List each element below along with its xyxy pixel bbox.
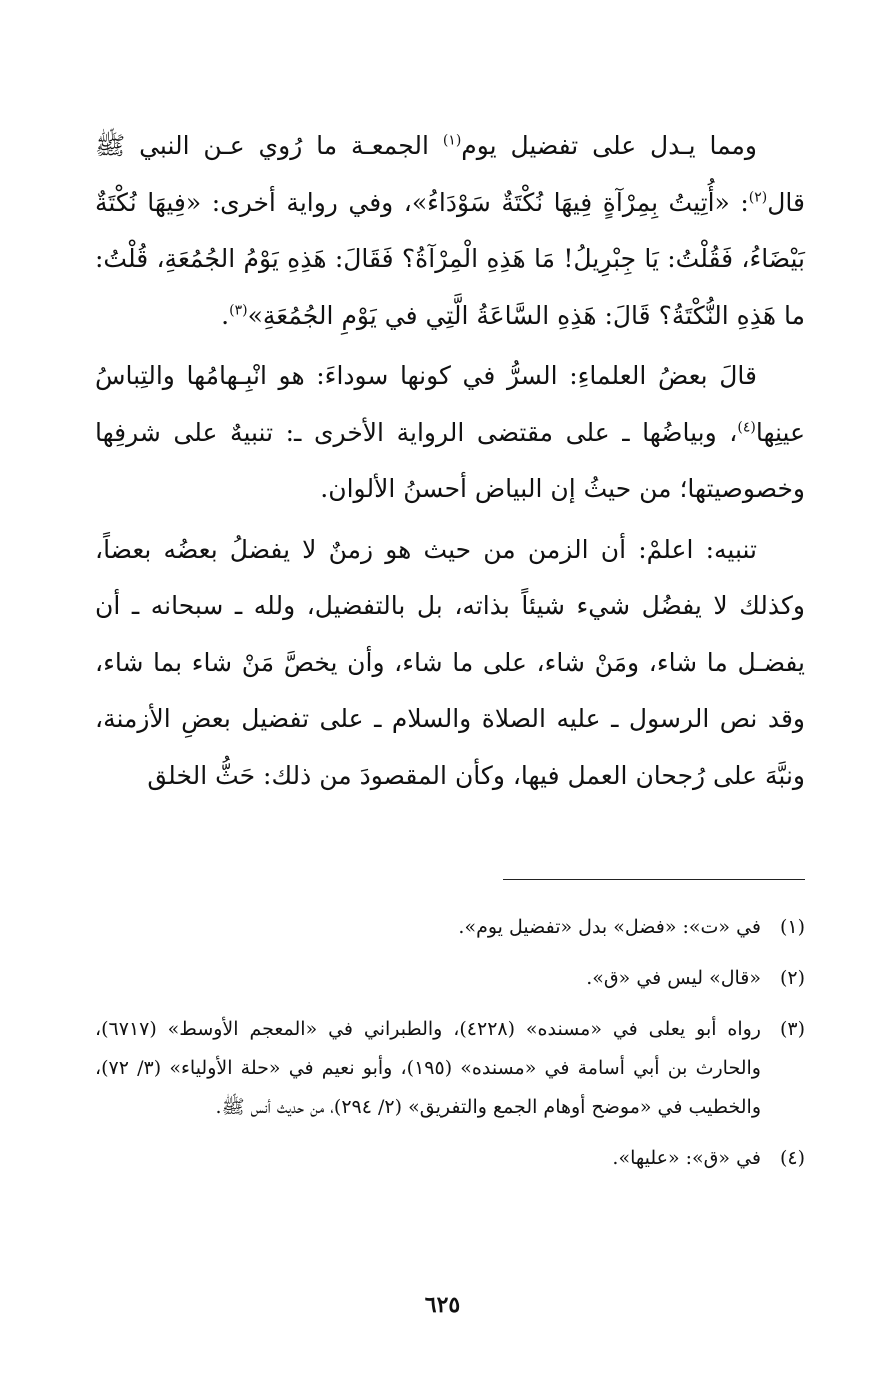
footnote-3-number: (٣) (779, 1018, 805, 1040)
footnote-1-number: (١) (779, 916, 805, 938)
footnote-marker-4: (٤) (737, 419, 756, 436)
footnote-1 (95, 908, 805, 947)
footnote-marker-2: (٢) (748, 189, 768, 206)
footnote-marker-3: (٣) (229, 302, 248, 319)
paragraph-1-text-d: . (221, 300, 230, 330)
paragraph-1-text-b: الجمعـة ما رُوي عـن النبي ﷺ قال (95, 131, 805, 217)
footnotes-section (95, 908, 805, 1190)
paragraph-3: تنبيه: اعلمْ: أن الزمن من حيث هو زمنٌ لا يفضلُ بعضُه بعضاً، وكذلك لا يفضُل شيء شيئاً بذاته، بل بالتفضيل، ولله ـ سبحانه ـ أن يفضـل ما شاء، ومَنْ شاء، على ما شاء، وأن يخصَّ مَنْ شاء بما شاء، وقد نص الرسول ـ عليه الصلاة والسلام ـ على تفضيل بعضِ الأزمنة، ونبَّهَ على رُجحان العمل فيها، وكأن المقصودَ من ذلك: حَثُّ الخلق (95, 534, 805, 790)
main-text (95, 118, 805, 804)
paragraph-2-text-b: ، وبياضُها ـ على مقتضى الرواية الأخرى ـ: تنبيهٌ على شرفِها وخصوصيتها؛ من حيثُ إن البياض أحسنُ الألوان. (95, 417, 805, 503)
footnote-1-text: في «ت»: «فضل» بدل «تفضيل يوم». (458, 916, 761, 938)
footnote-separator (503, 879, 805, 880)
paragraph-1-text-a: ومما يـدل على تفضيل يوم (461, 131, 757, 160)
footnote-3 (95, 1010, 805, 1127)
paragraph-2-text-a: قالَ بعضُ العلماءِ: السرُّ في كونها سوداءَ: هو انْبِـهامُها والتِباسُ عينِها (95, 361, 805, 447)
page-number: ٦٢٥ (424, 1292, 461, 1318)
footnote-3-text: رواه أبو يعلى في «مسنده» (٤٢٢٨)، والطبراني في «المعجم الأوسط» (٦٧١٧)، والحارث بن أبي أسامة في «مسنده» (١٩٥)، وأبو نعيم في «حلة الأولياء» (٣/ ٧٢)، والخطيب في «موضح أوهام الجمع والتفريق» (٢/ ٢٩٤)، من حديث أنس ﷺ. (95, 1018, 761, 1118)
paragraph-2 (95, 348, 805, 518)
footnote-2 (95, 959, 805, 998)
paragraph-1 (95, 118, 805, 344)
footnote-4 (95, 1139, 805, 1178)
footnote-2-number: (٢) (779, 967, 805, 989)
footnote-marker-1: (١) (442, 132, 462, 149)
footnote-4-number: (٤) (779, 1147, 805, 1169)
footnote-2-text: «قال» ليس في «ق». (586, 967, 761, 989)
paragraph-1-text-c: : «أُتِيتُ بِمِرْآةٍ فِيهَا نُكْتَةٌ سَوْدَاءُ»، وفي رواية أخرى: «فِيهَا نُكْتَةٌ بَيْضَاءُ، فَقُلْتُ: يَا جِبْرِيلُ! مَا هَذِهِ الْمِرْآةُ؟ فَقَالَ: هَذِهِ يَوْمُ الجُمُعَةِ، قُلْتُ: ما هَذِهِ النُّكْتَةُ؟ قَالَ: هَذِهِ السَّاعَةُ الَّتِي في يَوْمِ الجُمُعَةِ» (95, 187, 805, 330)
footnote-4-text: في «ق»: «عليها». (612, 1147, 761, 1169)
